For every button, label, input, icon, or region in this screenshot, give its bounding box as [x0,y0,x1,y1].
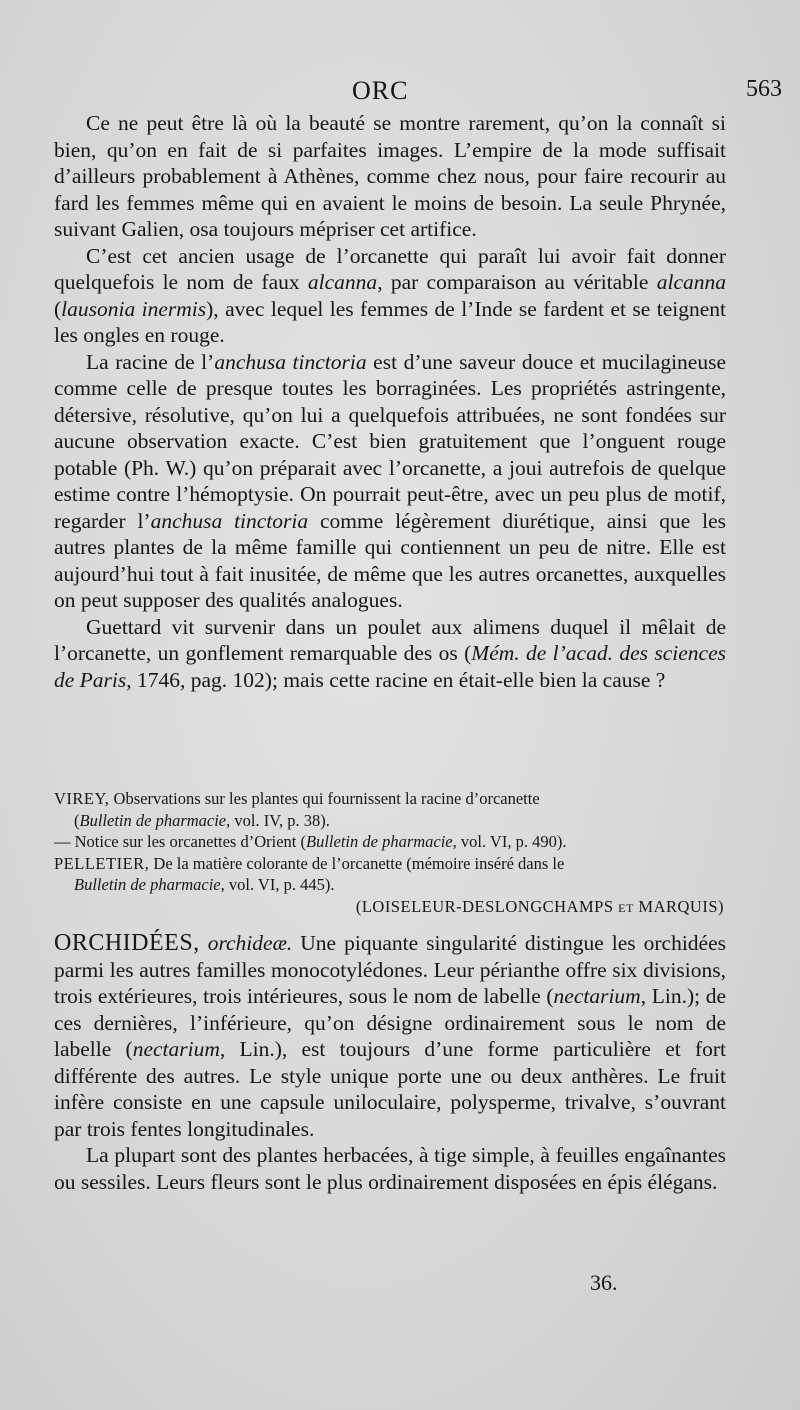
italic-term: anchusa tinctoria [150,508,309,533]
entry-italic-term: nectarium [553,984,641,1008]
paragraph-text: comme légèrement diurétique, ainsi que les autres plantes de la même famille qui contiennent un peu de nitre. Elle est aujourd’hui tout à fait inusitée, de même que les autres orcanettes, auxquelles on peut supposer des qualités analogues. [54,508,726,612]
note-publication: Bulletin de pharmacie [306,832,453,851]
entry-paragraph: La plupart sont des plantes herbacées, à tige simple, à feuilles engaînantes ou sessiles. Leurs fleurs sont le plus ordinairement disposées en épis élégans. [54,1143,726,1194]
note-author: PELLETIER, [54,853,150,873]
paragraph-text: Guettard vit survenir dans un poulet aux alimens duquel il mêlait de l’orcanette, un gonflement remarquable des os ( [54,614,726,665]
bibliography-note [54,831,754,853]
italic-term: alcanna [307,270,378,294]
paragraph-text: ), avec lequel les femmes de l’Inde se fardent et se teignent les ongles en rouge. [54,296,726,347]
note-text: Observations sur les plantes qui fournissent la racine d’orcanette [109,789,540,808]
italic-term: lausonia inermis [61,296,207,321]
paragraph-text: est d’une saveur douce et mucilagineuse comme celle de presque toutes les borraginées. Les propriétés astringente, détersive, résolutive, qu’on lui a quelquefois attribuées, ne sont fondées sur aucune observation exacte. C’est bien gratuitement que l’onguent rouge potable (Ph. W.) qu’on préparait avec l’orcanette, a joui autrefois de quelque estime contre l’hémoptysie. On pourrait peut-être, avec un peu plus de motif, regarder l’ [54,349,726,533]
italic-term: Mém. de l’acad. des sciences de Paris [54,641,726,692]
note-text: De la matière colorante de l’orcanette (mémoire inséré dans le [149,853,565,873]
running-head: ORC [352,76,409,105]
bibliography-note [54,853,754,875]
paragraph-text: Ce ne peut être là où la beauté se montre rarement, qu’on la connaît si bien, qu’on en fait de si parfaites images. L’empire de la mode suffisait d’ailleurs probablement à Athènes, comme chez nous, pour faire recourir au fard les femmes même qui en avaient le moins de besoin. La seule Phrynée, suivant Galien, osa toujours mépriser cet artifice. [54,111,726,241]
paragraph-text: La racine de l’ [86,349,215,374]
note-publication: Bulletin de pharmacie [79,810,227,830]
note-text: , vol. VI, p. 445). [220,875,335,894]
article-paragraph [54,614,726,694]
bibliography-notes [54,788,754,917]
paragraph-text: , par comparaison au véritable [377,270,657,294]
note-text: , vol. VI, p. 490). [452,832,567,851]
entry-text: Une piquante singularité distingue les orchidées parmi les autres familles monocotylédones. Leur périanthe offre six divisions, trois extérieures, trois intérieures, sous le nom de labelle ( [54,931,727,1008]
article-paragraph [54,349,726,614]
author-signature: (LOISELEUR-DESLONGCHAMPS et MARQUIS) [355,896,724,916]
paragraph-text: ( [54,296,62,321]
article-paragraph [54,243,726,349]
paragraph-text: C’est cet ancien usage de l’orcanette qui paraît lui avoir fait donner quelquefois le nom de faux [54,243,726,294]
page-number: 563 [746,76,782,102]
note-text: , vol. IV, p. 38). [226,810,330,830]
printer-signature-mark: 36. [590,1270,618,1295]
entry-text: , Lin.); de ces dernières, l’inférieure, qu’on désigne ordinairement sous le nom de labelle ( [54,984,726,1061]
entry-text: , Lin.), est toujours d’une forme particulière et fort différente des autres. Le style unique porte une ou deux anthères. Le fruit infère consiste en une capsule uniloculaire, polysperme, trivalve, s’ouvrant par trois fentes longitudinales. [54,1037,726,1141]
italic-term: anchusa tinctoria [214,349,367,374]
bibliography-note-continuation [54,810,754,832]
dictionary-entry [54,930,726,1195]
note-text: — Notice sur les orcanettes d’Orient ( [54,832,306,851]
note-publication: Bulletin de pharmacie [74,875,221,894]
entry-latin-name: orchideæ. [207,931,293,955]
entry-headword: ORCHIDÉES, [54,930,200,956]
bibliography-note [54,788,754,810]
note-text: ( [74,810,80,830]
bibliography-note-continuation [54,874,754,896]
italic-term: alcanna [656,270,726,294]
entry-paragraph [54,930,726,1142]
entry-italic-term: nectarium [132,1037,220,1061]
note-author: VIREY, [54,789,110,808]
paragraph-text: , 1746, pag. 102); mais cette racine en était-elle bien la cause ? [126,667,666,692]
continued-article-text [54,110,726,693]
page-header [0,76,800,108]
article-paragraph [54,110,726,243]
